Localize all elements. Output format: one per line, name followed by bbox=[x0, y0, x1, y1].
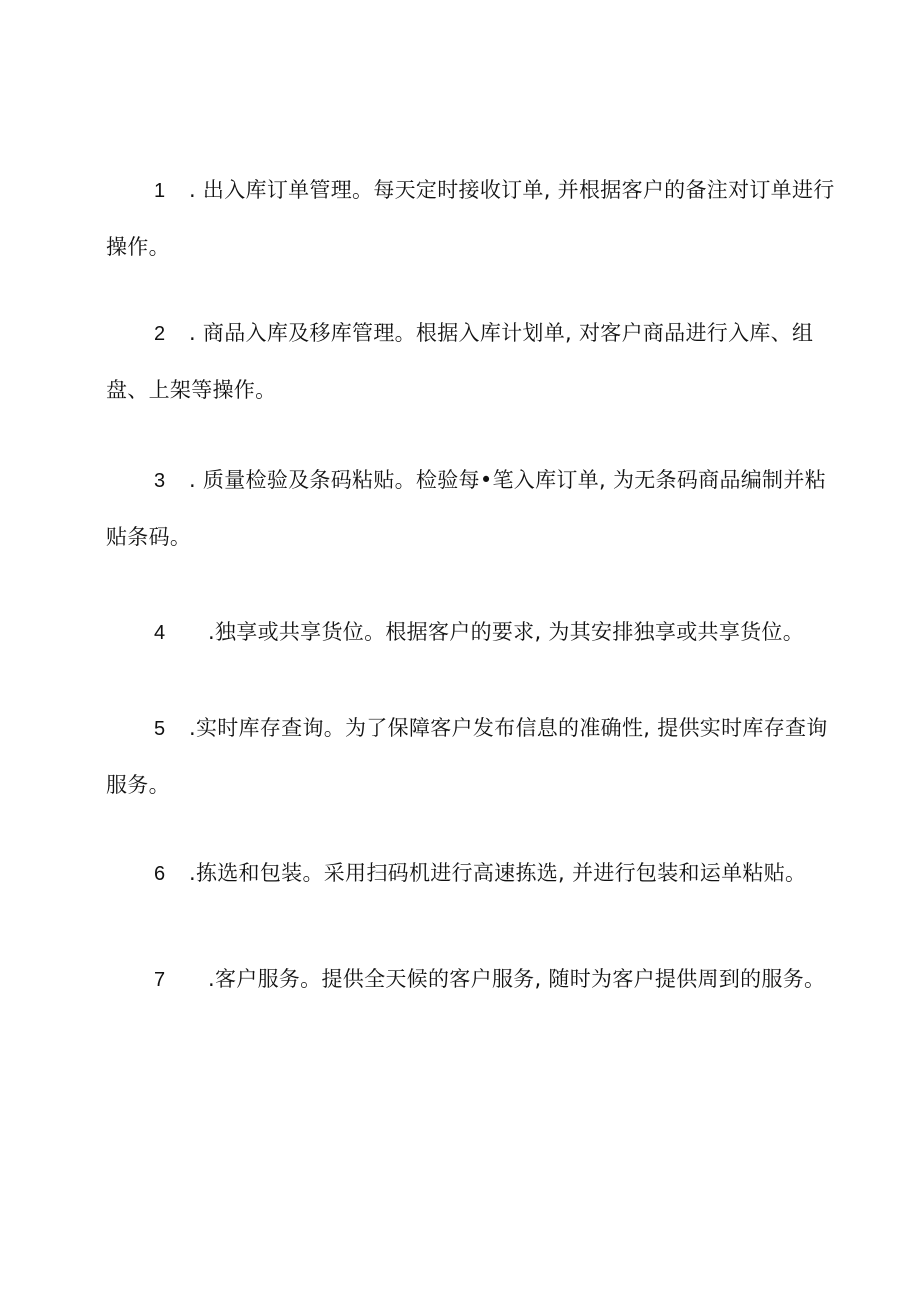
item-number: 3 bbox=[154, 470, 166, 492]
list-item bbox=[106, 948, 836, 1011]
item-text: . 出入库订单管理。每天定时接收订单, 并根据客户的备注对订单进行操作。 bbox=[106, 178, 835, 259]
list-item bbox=[106, 604, 836, 661]
item-text: .客户服务。提供全天候的客户服务, 随时为客户提供周到的服务。 bbox=[208, 967, 826, 991]
item-text: . 质量检验及条码粘贴。检验每•笔入库订单, 为无条码商品编制并粘贴条码。 bbox=[106, 468, 826, 549]
item-number: 7 bbox=[154, 969, 166, 991]
list-item bbox=[106, 452, 836, 565]
item-number: 1 bbox=[154, 180, 166, 202]
item-number: 5 bbox=[154, 718, 166, 740]
item-text: .独享或共享货位。根据客户的要求, 为其安排独享或共享货位。 bbox=[208, 620, 805, 644]
item-text: .实时库存查询。为了保障客户发布信息的准确性, 提供实时库存查询服务。 bbox=[106, 716, 828, 797]
list-item bbox=[106, 162, 836, 275]
list-item bbox=[106, 305, 836, 418]
item-text: . 商品入库及移库管理。根据入库计划单, 对客户商品进行入库、组盘、上架等操作。 bbox=[106, 321, 814, 402]
list-item bbox=[106, 845, 836, 902]
item-number: 6 bbox=[154, 863, 166, 885]
item-number: 4 bbox=[154, 622, 166, 644]
list-item bbox=[106, 700, 836, 813]
item-number: 2 bbox=[154, 323, 166, 345]
item-text: .拣选和包装。采用扫码机进行高速拣选, 并进行包装和运单粘贴。 bbox=[182, 861, 807, 885]
